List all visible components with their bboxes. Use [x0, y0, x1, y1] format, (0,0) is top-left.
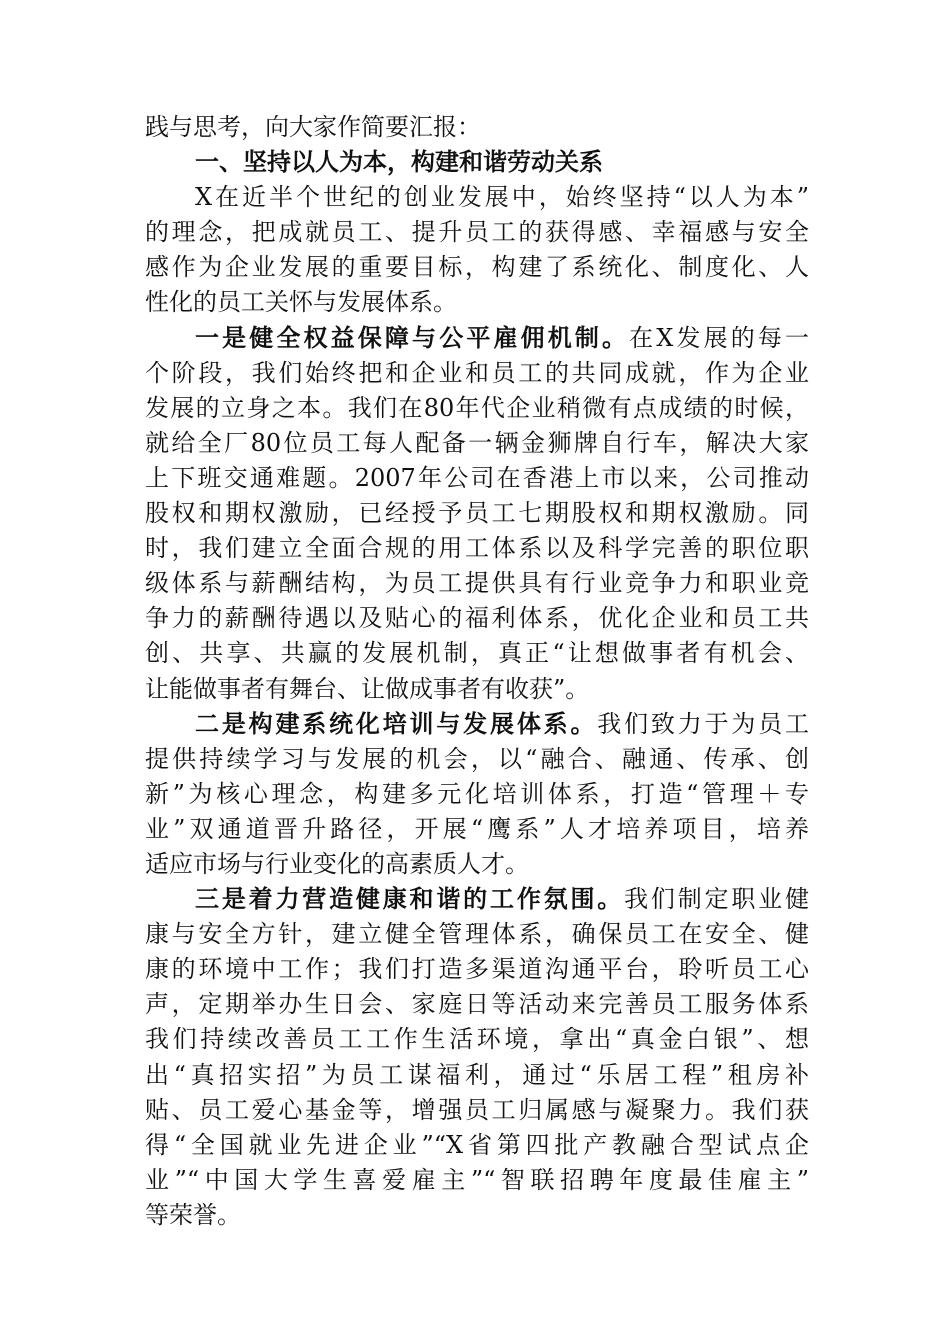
text-line	[145, 1058, 809, 1093]
line-text: 践与思考，向大家作简要汇报：	[145, 113, 481, 141]
line-text: 我们持续改善员工工作生活环境，拿出“真金白银”、想	[145, 1025, 809, 1054]
text-line	[145, 1022, 809, 1057]
line-text: 贴、员工爱心基金等，增强员工归属感与凝聚力。我们获	[145, 1095, 809, 1124]
bold-lead-phrase: 三是着力营造健康和谐的工作氛围。	[195, 885, 625, 914]
text-line	[145, 426, 809, 461]
bold-lead-phrase: 一、坚持以人为本，构建和谐劳动关系	[195, 148, 603, 177]
document-body	[145, 110, 809, 1233]
line-text: 得“全国就业先进企业”“X省第四批产教融合型试点企	[145, 1130, 809, 1159]
bold-lead-phrase: 二是构建系统化培训与发展体系。	[195, 709, 598, 738]
line-text: 争力的薪酬待遇以及贴心的福利体系，优化企业和员工共	[145, 604, 809, 633]
line-text: 业”“中国大学生喜爱雇主”“智联招聘年度最佳雇主”	[145, 1165, 809, 1194]
text-line	[145, 1198, 809, 1233]
line-text: 性化的员工关怀与发展体系。	[145, 288, 457, 317]
line-text: 在X发展的每一	[629, 323, 809, 352]
line-text: 创、共享、共赢的发展机制，真正“让想做事者有机会、	[145, 639, 809, 668]
line-text: 级体系与薪酬结构，为员工提供具有行业竞争力和职业竞	[145, 569, 809, 598]
text-line	[145, 636, 809, 671]
text-line	[145, 180, 809, 215]
text-line	[145, 917, 809, 952]
line-text: 我们致力于为员工	[597, 709, 809, 738]
text-line	[145, 250, 809, 285]
line-text: 康与安全方针，建立健全管理体系，确保员工在安全、健	[145, 920, 809, 949]
line-text: 声，定期举办生日会、家庭日等活动来完善员工服务体系	[145, 990, 809, 1019]
line-text: 时，我们建立全面合规的用工体系以及科学完善的职位职	[145, 534, 809, 563]
text-line	[145, 707, 809, 742]
text-line	[145, 391, 809, 426]
line-text: 的理念，把成就员工、提升员工的获得感、幸福感与安全	[145, 218, 809, 247]
line-text: X在近半个世纪的创业发展中，始终坚持“以人为本”	[195, 183, 809, 212]
text-line	[145, 847, 809, 882]
text-line	[145, 356, 809, 391]
text-line	[145, 215, 809, 250]
line-text: 提供持续学习与发展的机会，以“融合、融通、传承、创	[145, 744, 809, 773]
text-line	[145, 882, 809, 917]
line-text: 康的环境中工作；我们打造多渠道沟通平台，聆听员工心	[145, 955, 809, 984]
text-line	[145, 285, 809, 320]
text-line	[145, 672, 809, 707]
line-text: 让能做事者有舞台、让做成事者有收获”。	[145, 674, 590, 703]
text-line	[145, 566, 809, 601]
text-line	[145, 952, 809, 987]
text-line	[145, 496, 809, 531]
text-line	[145, 812, 809, 847]
line-text: 新”为核心理念，构建多元化培训体系，打造“管理＋专	[145, 779, 809, 808]
section-heading	[145, 145, 809, 180]
line-text: 上下班交通难题。2007年公司在香港上市以来，公司推动	[145, 463, 809, 492]
line-text: 我们制定职业健	[624, 885, 809, 914]
line-text: 个阶段，我们始终把和企业和员工的共同成就，作为企业	[145, 358, 809, 387]
text-line	[145, 1128, 809, 1163]
line-text: 适应市场与行业变化的高素质人才。	[145, 849, 529, 878]
line-text: 等荣誉。	[145, 1200, 241, 1229]
text-line	[145, 777, 809, 812]
text-line	[145, 601, 809, 636]
text-line	[145, 987, 809, 1022]
text-line	[145, 531, 809, 566]
text-line	[145, 1163, 809, 1198]
line-text: 感作为企业发展的重要目标，构建了系统化、制度化、人	[145, 253, 809, 282]
text-line	[145, 461, 809, 496]
text-line	[145, 110, 809, 145]
line-text: 出“真招实招”为员工谋福利，通过“乐居工程”租房补	[145, 1060, 809, 1089]
text-line	[145, 742, 809, 777]
line-text: 业”双通道晋升路径，开展“鹰系”人才培养项目，培养	[145, 814, 809, 843]
line-text: 就给全厂80位员工每人配备一辆金狮牌自行车，解决大家	[145, 428, 809, 457]
bold-lead-phrase: 一是健全权益保障与公平雇佣机制。	[195, 323, 630, 352]
text-line	[145, 1093, 809, 1128]
line-text: 股权和期权激励，已经授予员工七期股权和期权激励。同	[145, 499, 809, 528]
line-text: 发展的立身之本。我们在80年代企业稍微有点成绩的时候，	[145, 393, 809, 422]
text-line	[145, 321, 809, 356]
